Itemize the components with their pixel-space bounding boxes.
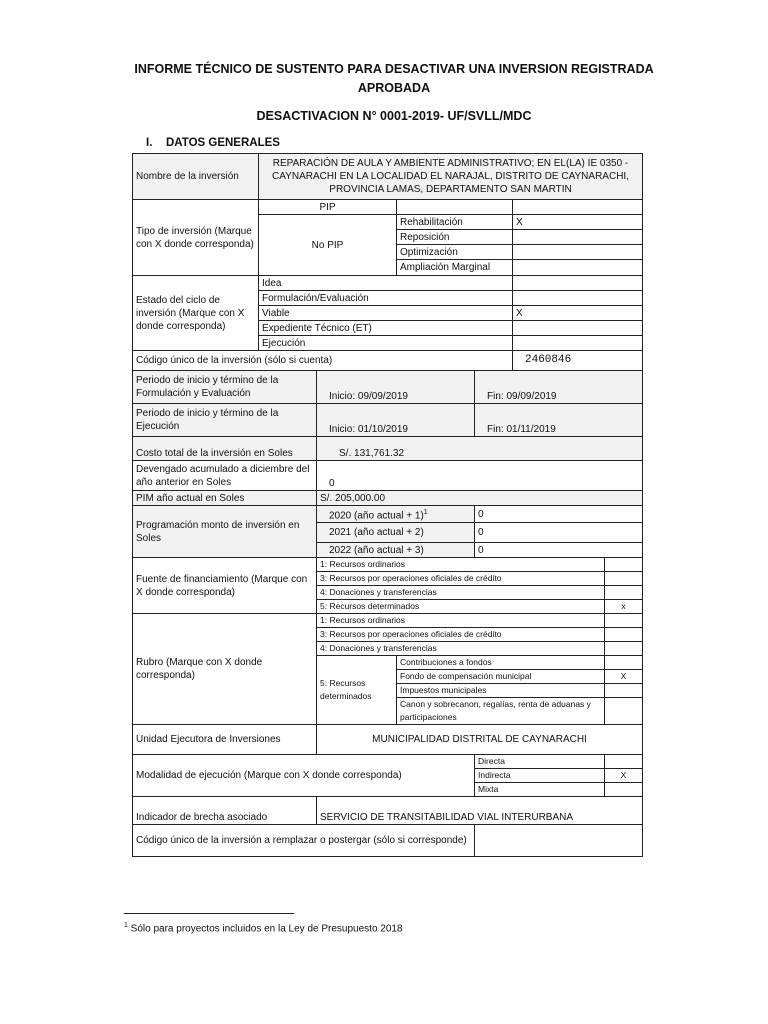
programacion-year: 2020 (año actual + 1)$^1$	[317, 506, 475, 523]
pim-value: S/. 205,000.00	[317, 491, 643, 506]
tipo-option-mark	[513, 260, 643, 276]
rubro-det-option-mark: X	[605, 670, 643, 684]
report-title: INFORME TÉCNICO DE SUSTENTO PARA DESACTIVAR UNA INVERSION REGISTRADA APROBADA	[134, 62, 654, 95]
pim-label: PIM año actual en Soles	[133, 491, 317, 506]
estado-option-label: Expediente Técnico (ET)	[259, 321, 513, 336]
rubro-det-option-mark	[605, 684, 643, 698]
codigo-value: 2460846	[513, 351, 643, 371]
fuente-option-label: 3: Recursos por operaciones oficiales de crédito	[317, 572, 605, 586]
devengado-value: 0	[317, 461, 643, 491]
estado-option-mark	[513, 291, 643, 306]
row-costo	[133, 437, 643, 461]
rubro-option-label: 3: Recursos por operaciones oficiales de crédito	[317, 628, 605, 642]
modalidad-option-mark	[605, 783, 643, 797]
tipo-nopip: No PIP	[259, 215, 397, 276]
modalidad-option-mark	[605, 755, 643, 769]
codigo-label: Código único de la inversión (sólo si cuenta)	[133, 351, 513, 371]
tipo-pip-empty	[397, 200, 513, 215]
programacion-row	[133, 506, 643, 523]
rubro-label: Rubro (Marque con X donde corresponda)	[133, 614, 317, 725]
footnote	[124, 922, 403, 934]
estado-option-mark: X	[513, 306, 643, 321]
costo-label: Costo total de la inversión en Soles	[133, 437, 317, 461]
row-reemplazo	[133, 825, 643, 857]
programacion-value: 0	[475, 543, 643, 558]
unidad-value: MUNICIPALIDAD DISTRITAL DE CAYNARACHI	[317, 725, 643, 755]
general-data-table	[132, 153, 643, 857]
tipo-option-label: Rehabilitación	[397, 215, 513, 230]
row-nombre	[133, 154, 643, 200]
modalidad-option-row	[133, 755, 643, 769]
tipo-option-label: Ampliación Marginal	[397, 260, 513, 276]
footnote-text: Sólo para proyectos incluidos en la Ley de Presupuesto 2018	[127, 923, 403, 935]
row-codigo	[133, 351, 643, 371]
estado-option-mark	[513, 276, 643, 291]
rubro-det-label: 5: Recursos determinados	[317, 656, 397, 725]
tipo-label: Tipo de inversión (Marque con X donde corresponda)	[133, 200, 259, 276]
row-tipo-pip	[133, 200, 643, 215]
tipo-option-mark	[513, 245, 643, 260]
estado-option-row	[133, 276, 643, 291]
tipo-option-label: Reposición	[397, 230, 513, 245]
estado-option-label: Ejecución	[259, 336, 513, 351]
programacion-year: 2021 (año actual + 2)	[317, 523, 475, 543]
row-periodo-formulacion	[133, 371, 643, 404]
programacion-value: 0	[475, 506, 643, 523]
modalidad-label: Modalidad de ejecución (Marque con X donde corresponda)	[133, 755, 475, 797]
modalidad-option-label: Directa	[475, 755, 605, 769]
modalidad-option-label: Indirecta	[475, 769, 605, 783]
estado-option-mark	[513, 336, 643, 351]
rubro-det-option-label: Impuestos municipales	[397, 684, 605, 698]
periodo-ejec-fin: Fin: 01/11/2019	[475, 404, 643, 437]
reemplazo-label: Código único de la inversión a remplazar o postergar (sólo si corresponde)	[133, 825, 475, 857]
periodo-ejec-label: Periodo de inicio y término de la Ejecución	[133, 404, 317, 437]
estado-option-label: Viable	[259, 306, 513, 321]
tipo-option-mark: X	[513, 215, 643, 230]
nombre-label: Nombre de la inversión	[133, 154, 259, 200]
rubro-det-option-label: Contribuciones a fondos	[397, 656, 605, 670]
rubro-option-label: 4: Donaciones y transferencias	[317, 642, 605, 656]
rubro-option-row	[133, 614, 643, 628]
tipo-pip: PIP	[259, 200, 397, 215]
programacion-value: 0	[475, 523, 643, 543]
row-periodo-ejecucion	[133, 404, 643, 437]
footnote-marker: 1	[124, 922, 128, 929]
costo-value: S/. 131,761.32	[317, 437, 643, 461]
fuente-option-mark	[605, 572, 643, 586]
rubro-det-option-label: Fondo de compensación municipal	[397, 670, 605, 684]
rubro-option-mark	[605, 614, 643, 628]
rubro-det-option-mark	[605, 698, 643, 725]
rubro-option-mark	[605, 642, 643, 656]
reemplazo-value	[475, 825, 643, 857]
tipo-option-label: Optimización	[397, 245, 513, 260]
unidad-label: Unidad Ejecutora de Inversiones	[133, 725, 317, 755]
fuente-option-label: 4: Donaciones y transferencias	[317, 586, 605, 600]
row-pim	[133, 491, 643, 506]
section-heading	[146, 137, 280, 149]
section-title: DATOS GENERALES	[166, 137, 280, 149]
fuente-option-mark: x	[605, 600, 643, 614]
rubro-option-mark	[605, 628, 643, 642]
row-unidad	[133, 725, 643, 755]
rubro-det-option-mark	[605, 656, 643, 670]
estado-option-mark	[513, 321, 643, 336]
nombre-value: REPARACIÓN DE AULA Y AMBIENTE ADMINISTRATIVO; EN EL(LA) IE 0350 - CAYNARACHI EN LA LOCALIDAD EL NARAJAL, DISTRITO DE CAYNARACHI, PROVINCIA LAMAS, DEPARTAMENTO SAN MARTIN	[259, 154, 643, 200]
programacion-year: 2022 (año actual + 3)	[317, 543, 475, 558]
periodo-ejec-inicio: Inicio: 01/10/2019	[317, 404, 475, 437]
estado-option-label: Idea	[259, 276, 513, 291]
fuente-label: Fuente de financiamiento (Marque con X donde corresponda)	[133, 558, 317, 614]
tipo-pip-mark	[513, 200, 643, 215]
fuente-option-label: 1: Recursos ordinarios	[317, 558, 605, 572]
fuente-option-label: 5: Recursos determinados	[317, 600, 605, 614]
fuente-option-row	[133, 558, 643, 572]
tipo-option-mark	[513, 230, 643, 245]
modalidad-option-mark: X	[605, 769, 643, 783]
row-indicador	[133, 797, 643, 825]
modalidad-option-label: Mixta	[475, 783, 605, 797]
estado-label: Estado del ciclo de inversión (Marque con X donde corresponda)	[133, 276, 259, 351]
footnote-divider	[124, 913, 294, 914]
programacion-label: Programación monto de inversión en Soles	[133, 506, 317, 558]
indicador-label: Indicador de brecha asociado	[133, 797, 317, 825]
periodo-form-fin: Fin: 09/09/2019	[475, 371, 643, 404]
section-number: I.	[146, 137, 153, 149]
fuente-option-mark	[605, 586, 643, 600]
rubro-option-label: 1: Recursos ordinarios	[317, 614, 605, 628]
report-subtitle: DESACTIVACION N° 0001-2019- UF/SVLL/MDC	[256, 109, 532, 123]
rubro-det-option-label: Canon y sobrecanon, regalías, renta de aduanas y participaciones	[397, 698, 605, 725]
estado-option-label: Formulación/Evaluación	[259, 291, 513, 306]
row-devengado	[133, 461, 643, 491]
periodo-form-label: Periodo de inicio y término de la Formulación y Evaluación	[133, 371, 317, 404]
devengado-label: Devengado acumulado a diciembre del año anterior en Soles	[133, 461, 317, 491]
indicador-value: SERVICIO DE TRANSITABILIDAD VIAL INTERURBANA	[317, 797, 643, 825]
fuente-option-mark	[605, 558, 643, 572]
periodo-form-inicio: Inicio: 09/09/2019	[317, 371, 475, 404]
